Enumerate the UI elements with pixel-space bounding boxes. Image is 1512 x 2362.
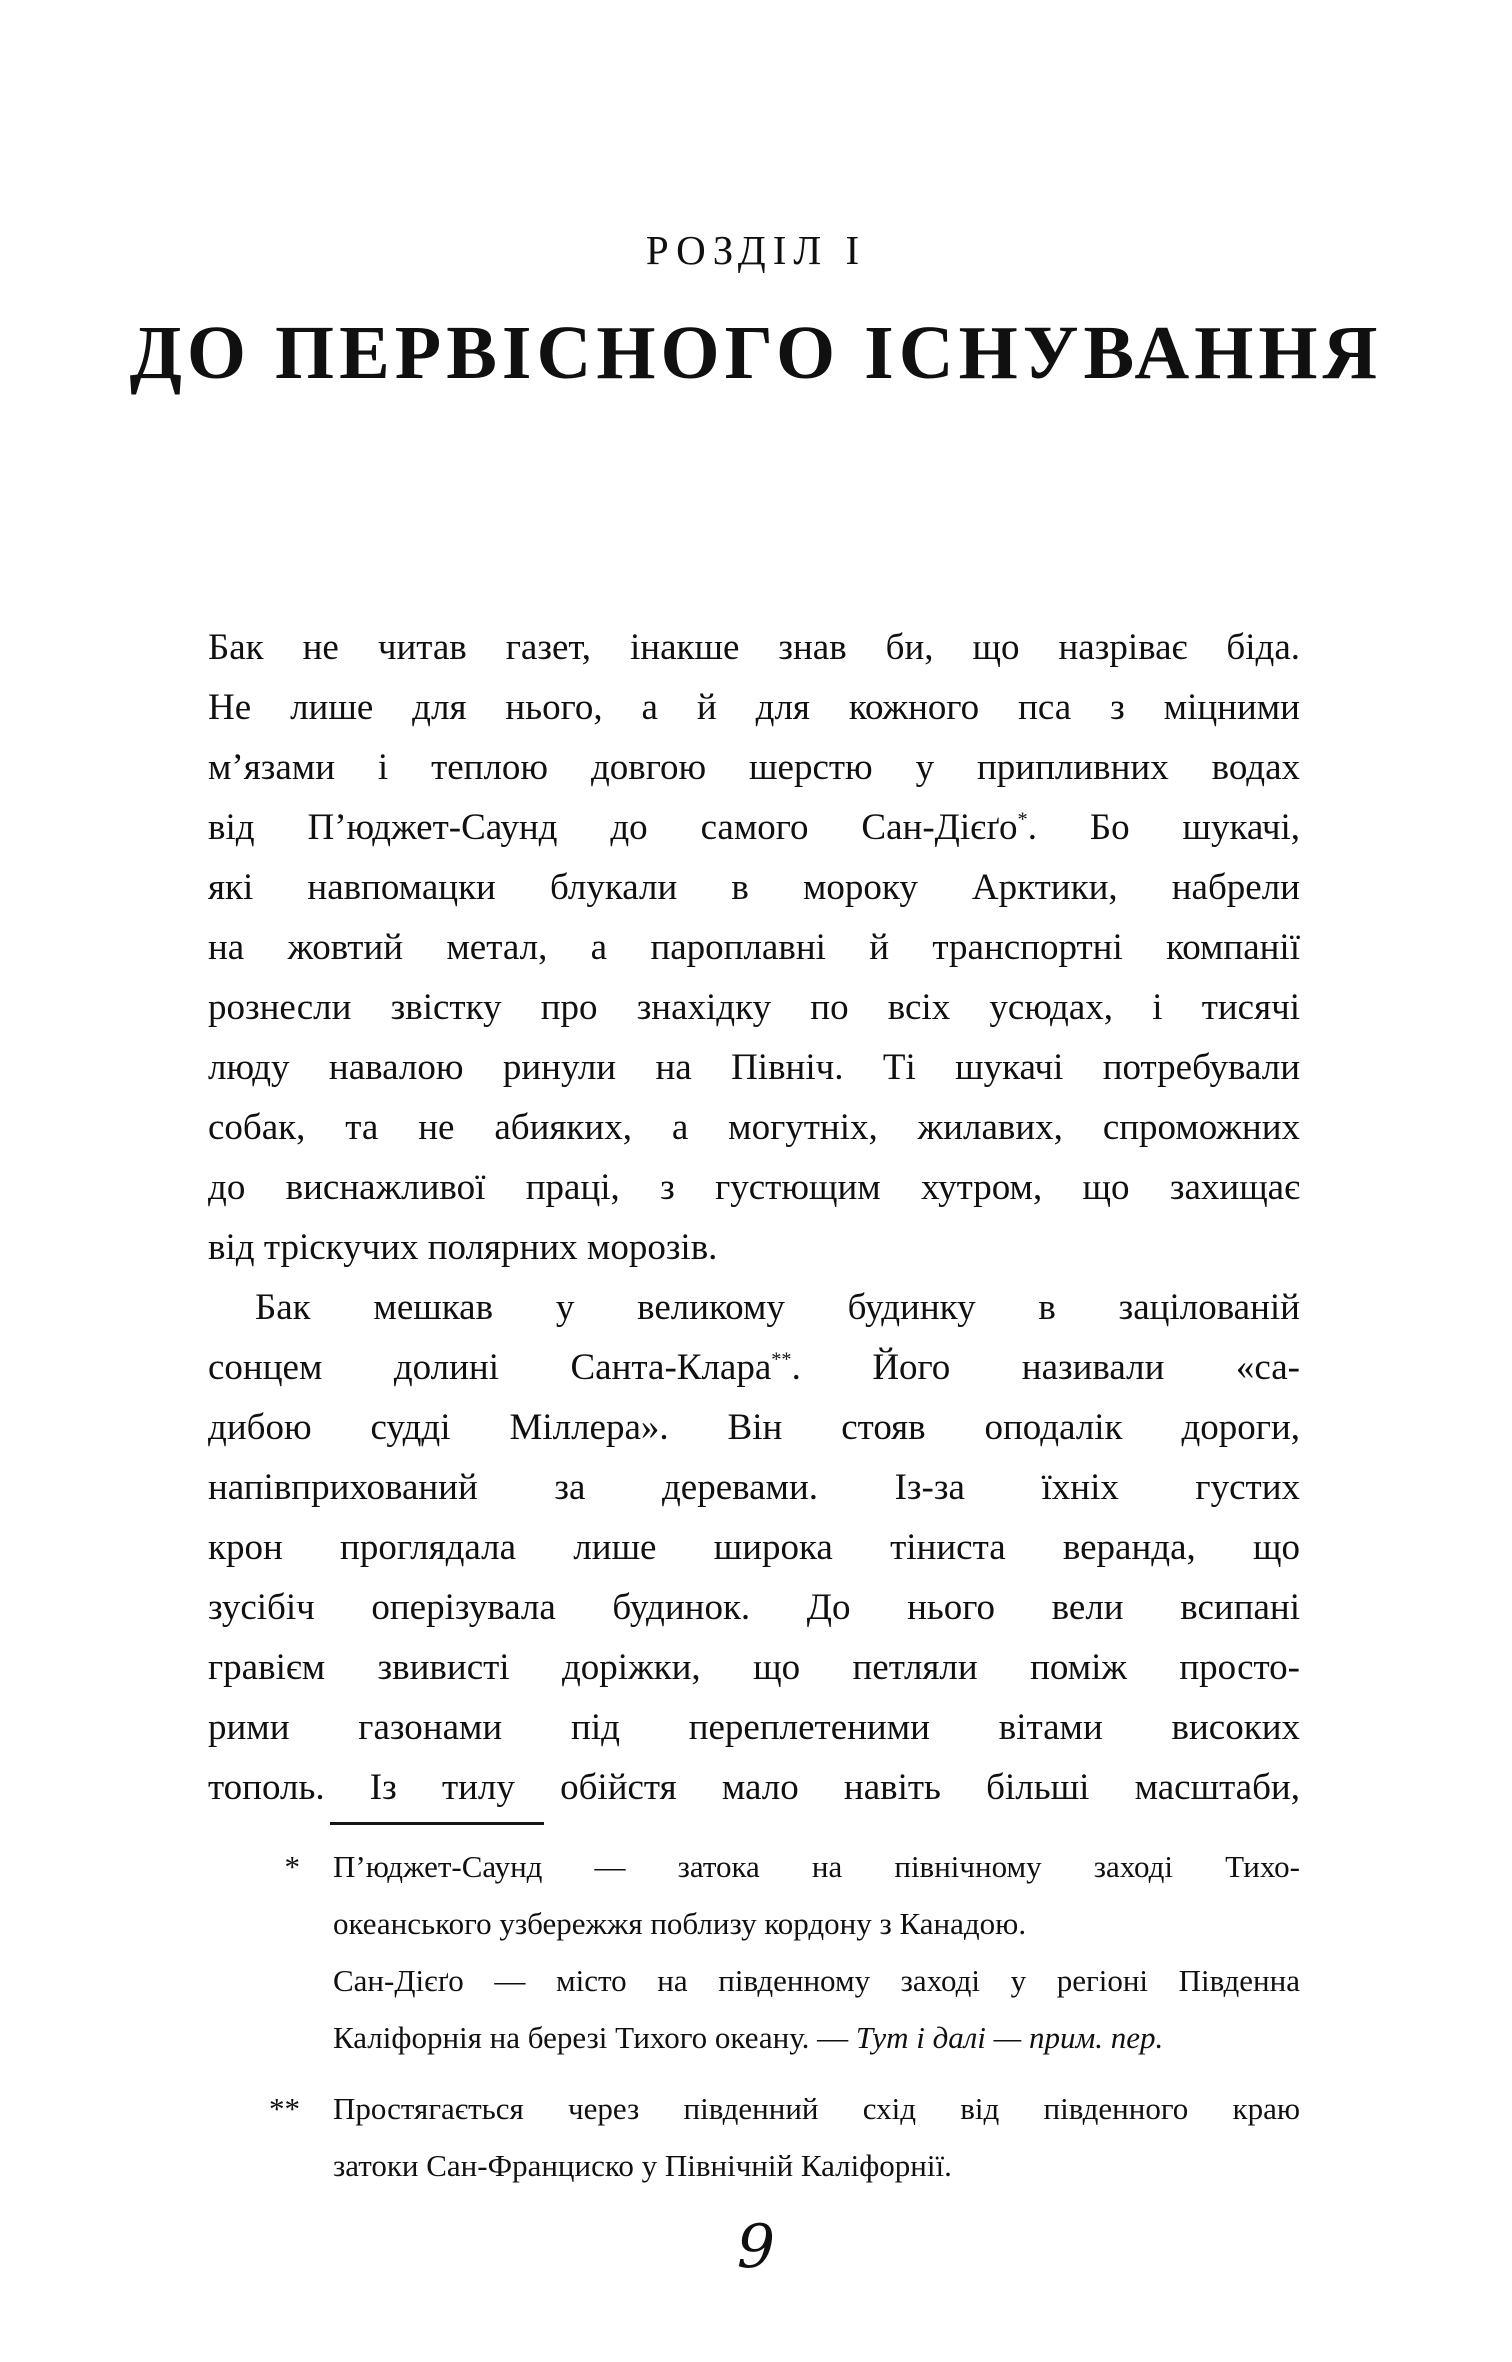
text-line: які навпомацки блукали в мороку Арктики, набрели [208, 867, 1300, 908]
text-line: крон проглядала лише широка тіниста веранда, що [208, 1527, 1300, 1568]
footnote-marker: ** [269, 2091, 300, 2126]
text-line: рими газонами під переплетеними вітами високих [208, 1707, 1300, 1748]
text-line: рознесли звістку про знахідку по всіх усюдах, і тисячі [208, 987, 1300, 1028]
text-line: напівприхований за деревами. Із-за їхніх густих [208, 1467, 1300, 1508]
footnote-divider [330, 1822, 544, 1825]
footnote-line: П’юджет-Саунд — затока на північному заході Тихо- [333, 1849, 1300, 1884]
body-text [208, 618, 1300, 1818]
text-line: дибою судді Міллера». Він стояв оподалік дороги, [208, 1407, 1300, 1448]
chapter-title: ДО ПЕРВІСНОГО ІСНУВАННЯ [129, 311, 1383, 395]
text-line: люду навалою ринули на Північ. Ті шукачі потребували [208, 1047, 1300, 1088]
text-line: Бак не читав газет, інакше знав би, що назріває біда. [208, 627, 1300, 668]
footnote-line: Сан-Дієґо — місто на південному заході у регіоні Південна [333, 1963, 1300, 1998]
text-line: Бак мешкав у великому будинку в зацілованій [255, 1287, 1300, 1328]
footnote-line: затоки Сан-Франциско у Північній Каліфорнії. [333, 2148, 952, 2183]
footnote-2 [208, 2080, 1300, 2194]
footnote-text [333, 2080, 1300, 2194]
footnote-line: океанського узбережжя поблизу кордону з Канадою. [333, 1906, 1027, 1941]
text-line: тополь. Із тилу обійстя мало навіть більші масштаби, [208, 1767, 1300, 1808]
text-line: Не лише для нього, а й для кожного пса з міцними [208, 687, 1300, 728]
chapter-label: РОЗДІЛ І [645, 227, 867, 273]
text-line [208, 1338, 1300, 1398]
text-segment: Каліфорнія на березі Тихого океану. — [333, 2020, 856, 2055]
text-line: м’язами і теплою довгою шерстю у припливних водах [208, 747, 1300, 788]
text-segment: . Бо шукачі, [1027, 807, 1300, 848]
text-line: гравієм звивисті доріжки, що петляли поміж просто- [208, 1647, 1300, 1688]
text-line: на жовтий метал, а пароплавні й транспортні компанії [208, 927, 1300, 968]
footnote-ref-1: * [1017, 808, 1028, 831]
footnote-marker: * [284, 1849, 300, 1884]
footnote-ref-2: ** [771, 1348, 792, 1371]
footnote-line [333, 2009, 1300, 2066]
footnotes [208, 1838, 1300, 2208]
footnote-text [333, 1838, 1300, 2066]
footnote-line: Простягається через південний схід від південного краю [333, 2091, 1300, 2126]
text-segment: від П’юджет-Саунд до самого Сан-Дієґо [208, 807, 1018, 848]
text-line: до виснажливої праці, з густющим хутром, що захищає [208, 1167, 1300, 1208]
footnote-1 [208, 1838, 1300, 2066]
text-segment: сонцем долині Санта-Клара [208, 1347, 772, 1388]
text-line: собак, та не абияких, а могутніх, жилавих, спроможних [208, 1107, 1300, 1148]
text-line [208, 798, 1300, 858]
translator-note: Тут і далі — прим. пер. [855, 2020, 1164, 2055]
page-number: 9 [736, 2212, 776, 2282]
text-line: від тріскучих полярних морозів. [208, 1227, 718, 1268]
text-segment: . Його називали «са- [791, 1347, 1300, 1388]
text-line: зусібіч оперізувала будинок. До нього вели всипані [208, 1587, 1300, 1628]
